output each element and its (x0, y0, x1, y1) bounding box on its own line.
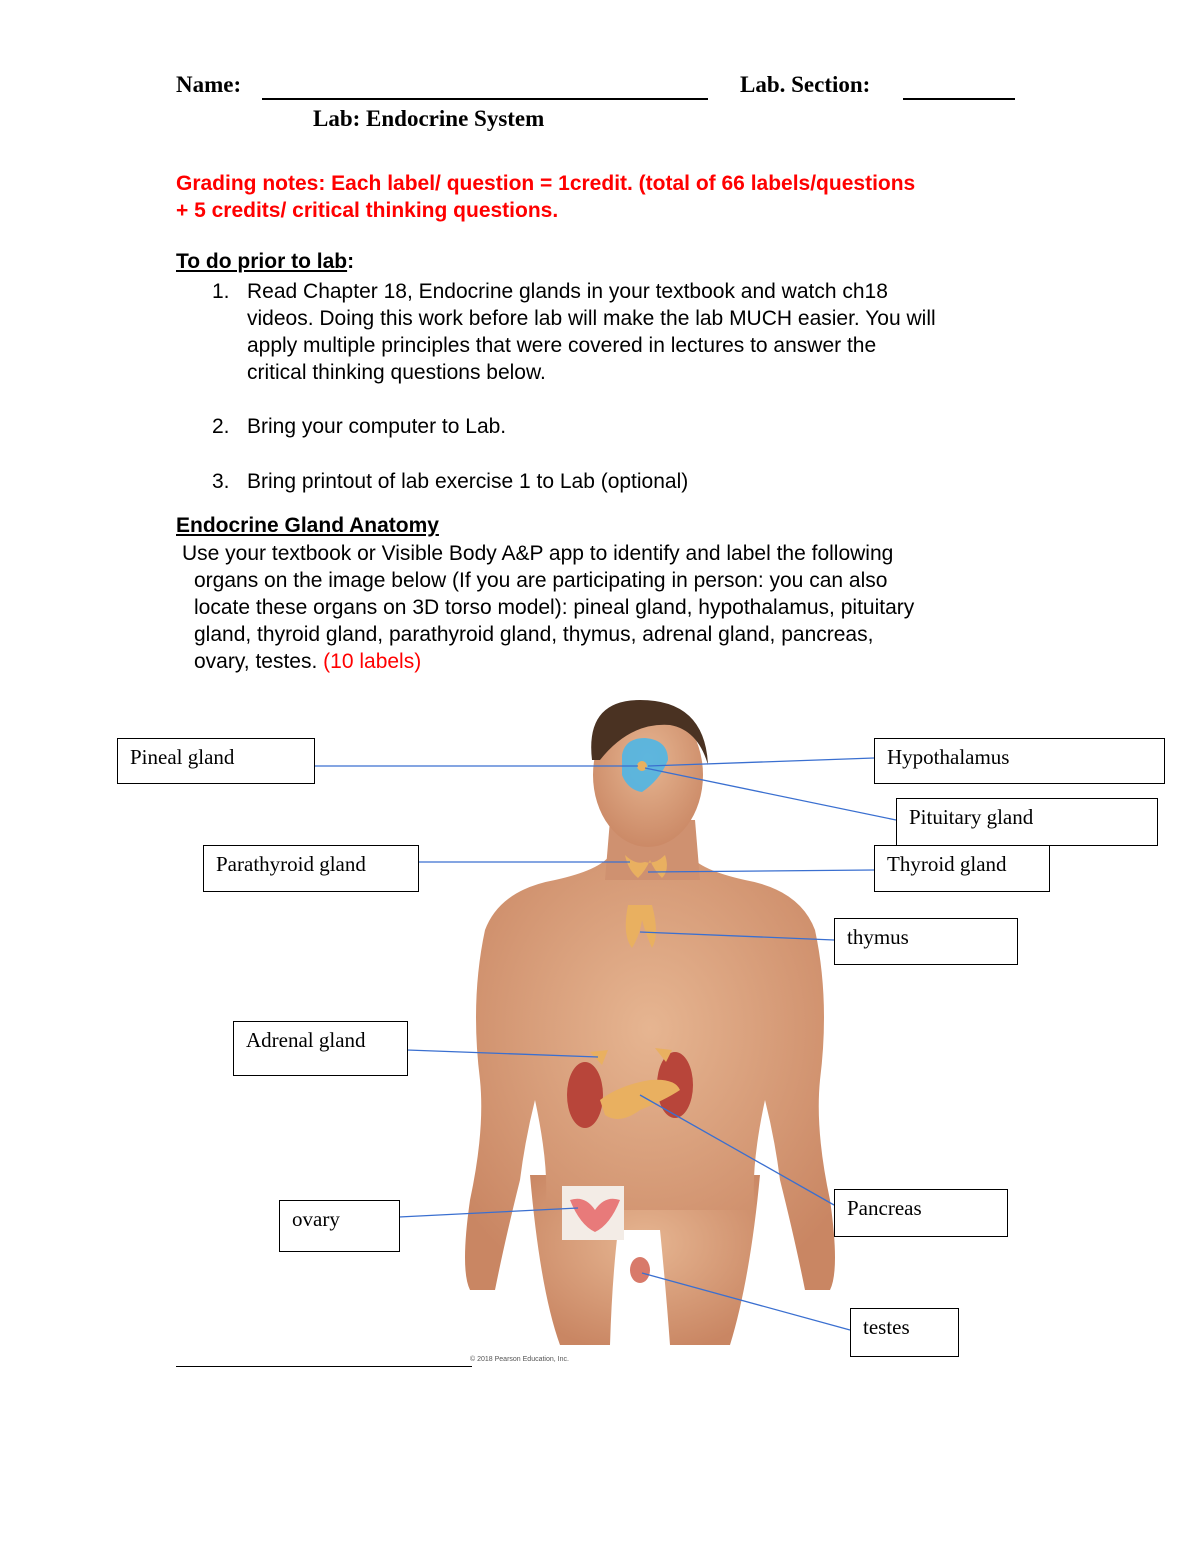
testes-leader-line (642, 1273, 850, 1330)
list-item-line: Read Chapter 18, Endocrine glands in your textbook and watch ch18 (247, 280, 888, 303)
thymus-label-box[interactable]: thymus (834, 918, 1018, 965)
list-item-number: 1. (212, 280, 230, 303)
prior-heading-text: To do prior to lab (176, 250, 348, 273)
instruction-line-text: ovary, testes. (194, 650, 324, 673)
label-count: (10 labels) (323, 650, 422, 673)
adrenal-gland-label-box[interactable]: Adrenal gland (233, 1021, 408, 1076)
name-blank-line[interactable] (262, 98, 708, 100)
hypothalamus-leader-line (648, 758, 874, 766)
pineal-gland-label-box[interactable]: Pineal gland (117, 738, 315, 784)
pancreas-label-box[interactable]: Pancreas (834, 1189, 1008, 1237)
instruction-line (182, 648, 1022, 675)
grading-line-2: + 5 credits/ critical thinking questions. (176, 199, 559, 222)
list-item-number: 2. (212, 415, 230, 438)
anatomy-instructions (182, 540, 1022, 675)
instruction-line: organs on the image below (If you are participating in person: you can also (194, 569, 888, 592)
adrenal-leader-line (407, 1050, 598, 1057)
bottom-rule (176, 1366, 472, 1367)
instruction-line: locate these organs on 3D torso model): pineal gland, hypothalamus, pituitary (194, 596, 915, 619)
list-item-line: videos. Doing this work before lab will make the lab MUCH easier. You will (247, 307, 936, 330)
ovary-leader-line (399, 1208, 578, 1217)
grading-line-1: Grading notes: Each label/ question = 1credit. (total of 66 labels/questions (176, 172, 916, 195)
list-item-line: Bring your computer to Lab. (247, 415, 507, 438)
list-item-number: 3. (212, 470, 230, 493)
page-title: Lab: Endocrine System (313, 106, 545, 131)
pituitary-leader-line (645, 768, 896, 820)
grading-notes (176, 170, 1036, 224)
parathyroid-gland-label-box[interactable]: Parathyroid gland (203, 845, 419, 892)
thyroid-gland-label-box[interactable]: Thyroid gland (874, 845, 1050, 892)
ovary-label-box[interactable]: ovary (279, 1200, 400, 1252)
prior-heading (176, 250, 354, 274)
anatomy-heading: Endocrine Gland Anatomy (176, 514, 439, 537)
instruction-line: gland, thyroid gland, parathyroid gland, thymus, adrenal gland, pancreas, (194, 623, 874, 646)
hypothalamus-label-box[interactable]: Hypothalamus (874, 738, 1165, 784)
list-item-line: Bring printout of lab exercise 1 to Lab (optional) (247, 470, 689, 493)
section-blank-line[interactable] (903, 98, 1015, 100)
testes-label-box[interactable]: testes (850, 1308, 959, 1357)
pituitary-gland-label-box[interactable]: Pituitary gland (896, 798, 1158, 846)
pancreas-leader-line (640, 1095, 834, 1205)
name-label: Name: (176, 72, 242, 97)
instruction-line: Use your textbook or Visible Body A&P app to identify and label the following (182, 542, 894, 565)
body-illustration (465, 700, 835, 1345)
prior-heading-colon: : (347, 250, 355, 273)
thymus-leader-line (640, 932, 834, 940)
thyroid-leader-line (648, 870, 874, 872)
list-item-line: critical thinking questions below. (247, 361, 546, 384)
copyright-text: © 2018 Pearson Education, Inc. (470, 1356, 569, 1363)
lab-section-label: Lab. Section: (740, 72, 871, 97)
list-item-line: apply multiple principles that were covered in lectures to answer the (247, 334, 877, 357)
